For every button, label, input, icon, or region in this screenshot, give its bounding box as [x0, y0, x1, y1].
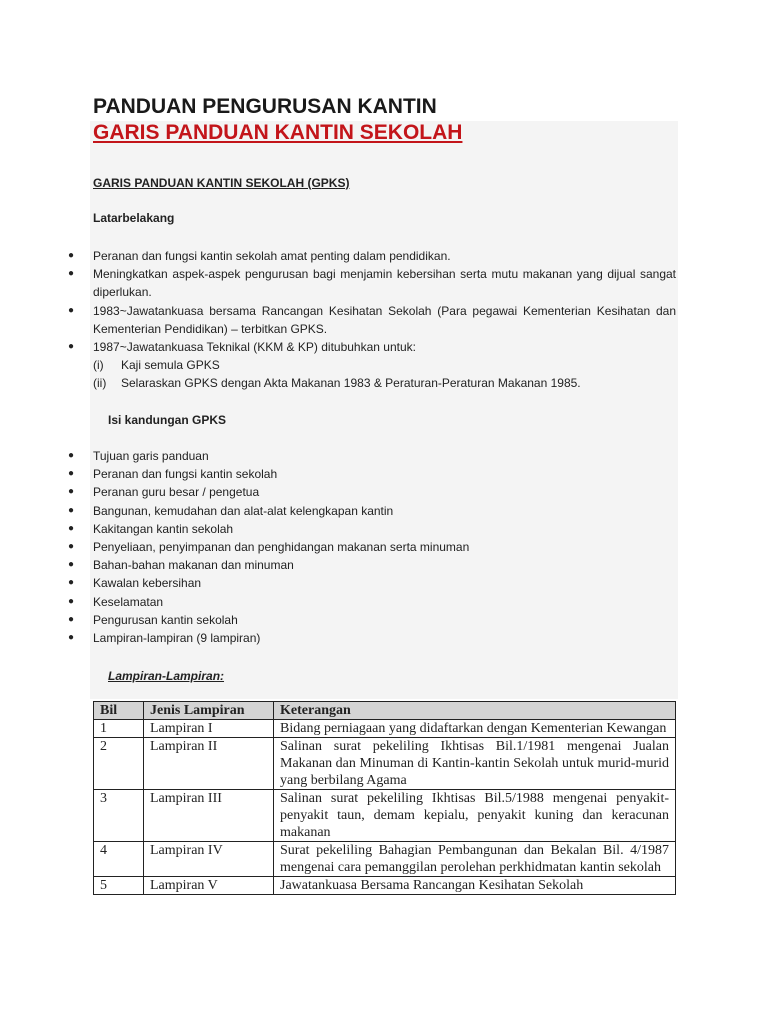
attachments-table — [93, 701, 676, 895]
section-heading: GARIS PANDUAN KANTIN SEKOLAH (GPKS) — [93, 176, 350, 190]
list-item-text: Keselamatan — [93, 594, 164, 609]
row-number: 5 — [94, 877, 144, 895]
list-item — [66, 302, 676, 338]
list-item-text: Pengurusan kantin sekolah — [93, 612, 238, 627]
bullet-icon: ● — [68, 577, 75, 589]
column-header: Bil — [94, 702, 144, 720]
table-row — [94, 738, 676, 790]
sub-item-text: Selaraskan GPKS dengan Akta Makanan 1983 & Peraturan-Peraturan Makanan 1985. — [121, 376, 581, 391]
background-list — [66, 247, 676, 393]
sub-item-number: (i) — [93, 358, 104, 373]
list-item — [66, 556, 676, 574]
attachment-description: Jawatankuasa Bersama Rancangan Kesihatan Sekolah — [274, 877, 676, 895]
contents-heading: Isi kandungan GPKS — [108, 413, 227, 427]
bullet-icon: ● — [68, 541, 75, 553]
bullet-icon: ● — [68, 632, 75, 644]
background-heading: Latarbelakang — [93, 211, 175, 225]
list-item — [66, 338, 676, 356]
sub-item — [66, 374, 676, 392]
page-title: PANDUAN PENGURUSAN KANTIN — [93, 95, 437, 118]
attachment-type: Lampiran I — [144, 720, 274, 738]
list-item-text: Kawalan kebersihan — [93, 576, 202, 591]
list-item — [66, 447, 676, 465]
row-number: 1 — [94, 720, 144, 738]
list-item — [66, 593, 676, 611]
table-header-row — [94, 702, 676, 720]
row-number: 3 — [94, 790, 144, 842]
list-item-text: Bahan-bahan makanan dan minuman — [93, 558, 294, 573]
list-item — [66, 520, 676, 538]
attachment-type: Lampiran II — [144, 738, 274, 790]
list-item-text: 1987~Jawatankuasa Teknikal (KKM & KP) ditubuhkan untuk: — [93, 340, 416, 355]
bullet-icon: ● — [68, 468, 75, 480]
list-item — [66, 483, 676, 501]
attachment-description: Salinan surat pekeliling Ikhtisas Bil.1/1981 mengenai Jualan Makanan dan Minuman di Kantin-kantin Sekolah untuk murid-murid yang berbilang Agama — [274, 738, 676, 790]
list-item — [66, 465, 676, 483]
page-subtitle: GARIS PANDUAN KANTIN SEKOLAH — [93, 121, 463, 144]
list-item-text: Tujuan garis panduan — [93, 449, 209, 463]
table-row — [94, 790, 676, 842]
bullet-icon: ● — [68, 304, 75, 316]
bullet-icon: ● — [68, 504, 75, 516]
bullet-icon: ● — [68, 250, 75, 261]
attachment-description: Salinan surat pekeliling Ikhtisas Bil.5/1988 mengenai penyakit-penyakit taun, demam kepialu, penyakit kuning dan keracunan makanan — [274, 790, 676, 842]
list-item-text: Meningkatkan aspek-aspek pengurusan bagi menjamin kebersihan serta mutu makanan yang dijual sangat diperlukan. — [93, 267, 676, 300]
list-item — [66, 611, 676, 629]
list-item-text: Peranan guru besar / pengetua — [93, 485, 260, 500]
list-item-text: Peranan dan fungsi kantin sekolah — [93, 467, 278, 482]
attachment-type: Lampiran III — [144, 790, 274, 842]
contents-list — [66, 447, 676, 647]
bullet-icon: ● — [68, 268, 75, 280]
bullet-icon: ● — [68, 450, 75, 461]
table-row — [94, 720, 676, 738]
list-item — [66, 574, 676, 592]
table-row — [94, 842, 676, 877]
list-item-text: Penyeliaan, penyimpanan dan penghidangan makanan serta minuman — [93, 540, 470, 555]
row-number: 2 — [94, 738, 144, 790]
attachment-description: Bidang perniagaan yang didaftarkan dengan Kementerian Kewangan — [274, 720, 676, 738]
bullet-icon: ● — [68, 522, 75, 534]
list-item-text: Lampiran-lampiran (9 lampiran) — [93, 631, 261, 646]
column-header: Keterangan — [274, 702, 676, 720]
list-item-text: Peranan dan fungsi kantin sekolah amat penting dalam pendidikan. — [93, 249, 451, 263]
list-item-text: 1983~Jawatankuasa bersama Rancangan Kesihatan Sekolah (Para pegawai Kementerian Kesihatan dan Kementerian Pendidikan) – terbitkan GPKS. — [93, 303, 676, 336]
sub-item — [66, 356, 676, 374]
attachments-heading: Lampiran-Lampiran: — [108, 669, 225, 683]
attachment-type: Lampiran V — [144, 877, 274, 895]
list-item — [66, 538, 676, 556]
table-row — [94, 877, 676, 895]
row-number: 4 — [94, 842, 144, 877]
bullet-icon: ● — [68, 341, 75, 353]
list-item-text: Bangunan, kemudahan dan alat-alat kelengkapan kantin — [93, 503, 394, 518]
list-item — [66, 502, 676, 520]
bullet-icon: ● — [68, 559, 75, 571]
bullet-icon: ● — [68, 613, 75, 625]
list-item — [66, 265, 676, 301]
attachment-type: Lampiran IV — [144, 842, 274, 877]
column-header: Jenis Lampiran — [144, 702, 274, 720]
sub-item-number: (ii) — [93, 376, 107, 391]
list-item — [66, 629, 676, 647]
bullet-icon: ● — [68, 486, 75, 498]
sub-item-text: Kaji semula GPKS — [121, 358, 220, 373]
bullet-icon: ● — [68, 595, 75, 607]
list-item-text: Kakitangan kantin sekolah — [93, 521, 234, 536]
attachment-description: Surat pekeliling Bahagian Pembangunan dan Bekalan Bil. 4/1987 mengenai cara pemanggilan perolehan perkhidmatan kantin sekolah — [274, 842, 676, 877]
list-item — [66, 247, 676, 265]
